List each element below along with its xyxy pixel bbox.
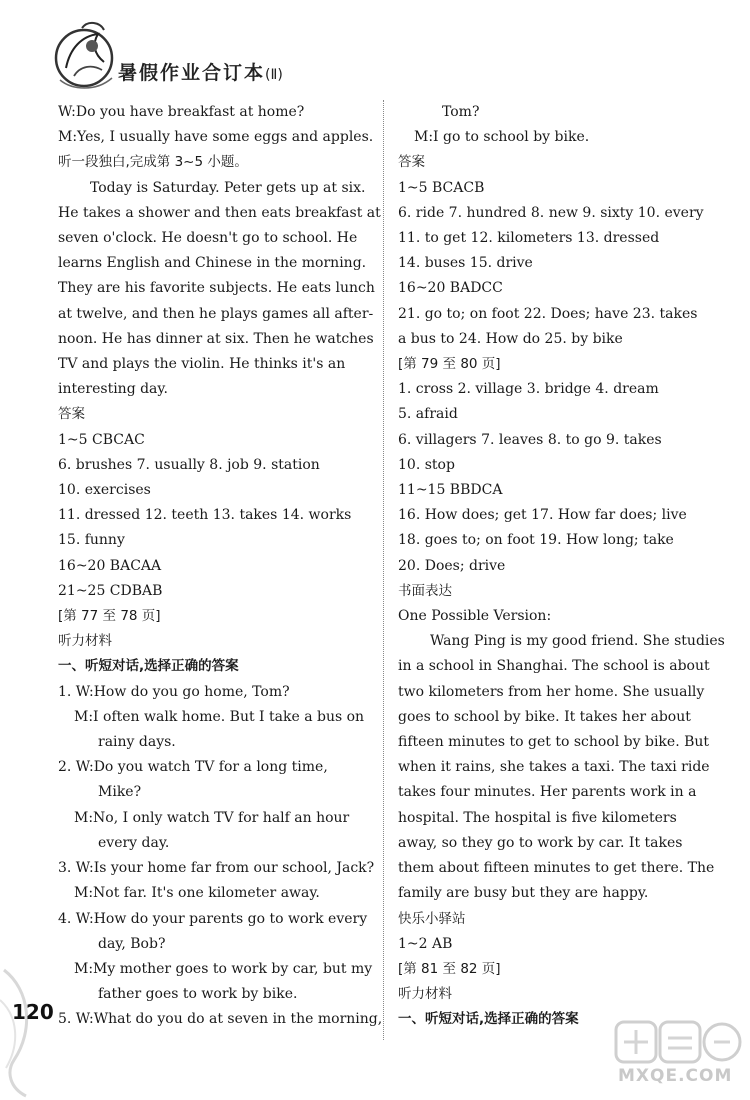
answer-line: 6. villagers 7. leaves 8. to go 9. takes bbox=[398, 431, 662, 448]
header-subtitle: (Ⅱ) bbox=[265, 67, 283, 83]
essay-line: takes four minutes. Her parents work in a bbox=[398, 784, 697, 801]
section-heading: 一、听短对话,选择正确的答案 bbox=[58, 658, 239, 675]
text-line: noon. He has dinner at six. Then he watches bbox=[58, 330, 374, 347]
answer-line: 6. ride 7. hundred 8. new 9. sixty 10. every bbox=[398, 204, 704, 221]
right-column bbox=[398, 100, 725, 1033]
answer-line: a bus to 24. How do 25. by bike bbox=[398, 330, 623, 347]
dialogue-line: day, Bob? bbox=[98, 935, 166, 952]
text-line: Today is Saturday. Peter gets up at six. bbox=[90, 179, 366, 196]
page-range-heading: [第 81 至 82 页] bbox=[398, 960, 501, 977]
text-line: He takes a shower and then eats breakfast at bbox=[58, 204, 381, 221]
dialogue-line: every day. bbox=[98, 834, 170, 851]
dialogue-line: M:I often walk home. But I take a bus on bbox=[74, 708, 365, 725]
text-line: learns English and Chinese in the morning. bbox=[58, 255, 367, 272]
page-header bbox=[52, 18, 382, 98]
answer-line: 1~5 CBCAC bbox=[58, 431, 145, 448]
dialogue-line: 2. W:Do you watch TV for a long time, bbox=[58, 759, 328, 776]
text-line: W:Do you have breakfast at home? bbox=[58, 104, 305, 120]
essay-line: fifteen minutes to get to school by bike. But bbox=[398, 734, 710, 751]
answer-line: 16~20 BADCC bbox=[398, 280, 503, 297]
dialogue-line: Mike? bbox=[98, 784, 142, 801]
essay-line: Wang Ping is my good friend. She studies bbox=[430, 633, 725, 650]
answer-line: 5. afraid bbox=[398, 406, 458, 423]
answer-line: 11. dressed 12. teeth 13. takes 14. works bbox=[58, 507, 352, 524]
essay-line: two kilometers from her home. She usually bbox=[398, 683, 705, 700]
corner-swirl-icon bbox=[0, 960, 60, 1100]
text-line: They are his favorite subjects. He eats lunch bbox=[58, 280, 375, 297]
essay-line: goes to school by bike. It takes her about bbox=[398, 708, 691, 725]
section-heading: 一、听短对话,选择正确的答案 bbox=[398, 1011, 579, 1028]
dialogue-line: M:No, I only watch TV for half an hour bbox=[74, 809, 350, 826]
decorative-logo-icon bbox=[52, 18, 118, 94]
answer-line: 15. funny bbox=[58, 532, 125, 549]
answer-line: 18. goes to; on foot 19. How long; take bbox=[398, 532, 674, 549]
text-line: seven o'clock. He doesn't go to school. He bbox=[58, 230, 358, 247]
answer-line: 1. cross 2. village 3. bridge 4. dream bbox=[398, 381, 659, 398]
listening-heading: 听力材料 bbox=[58, 633, 112, 650]
dialogue-line: 4. W:How do your parents go to work every bbox=[58, 910, 368, 927]
answer-line: 14. buses 15. drive bbox=[398, 255, 533, 272]
answer-line: 11~15 BBDCA bbox=[398, 482, 503, 499]
answer-line: 16~20 BACAA bbox=[58, 557, 162, 574]
essay-line: hospital. The hospital is five kilometers bbox=[398, 809, 677, 826]
header-title-text: 暑假作业合订本 bbox=[118, 62, 266, 84]
text-line: M:Yes, I usually have some eggs and apples. bbox=[58, 129, 374, 146]
text-line: One Possible Version: bbox=[398, 608, 552, 625]
dialogue-line: 5. W:What do you do at seven in the morning, bbox=[58, 1011, 383, 1028]
essay-line: them about fifteen minutes to get there. The bbox=[398, 860, 715, 877]
dialogue-line: father goes to work by bike. bbox=[98, 986, 298, 1003]
answer-line: 10. exercises bbox=[58, 482, 151, 499]
dialogue-line: M:Not far. It's one kilometer away. bbox=[74, 885, 320, 902]
fun-corner-heading: 快乐小驿站 bbox=[398, 910, 466, 927]
answer-line: 6. brushes 7. usually 8. job 9. station bbox=[58, 456, 320, 473]
writing-heading: 书面表达 bbox=[398, 582, 452, 599]
answers-heading: 答案 bbox=[58, 406, 85, 423]
dialogue-line: M:I go to school by bike. bbox=[414, 129, 590, 146]
watermark-text: MXQE.COM bbox=[618, 1066, 733, 1086]
essay-line: in a school in Shanghai. The school is about bbox=[398, 658, 710, 675]
answer-line: 1~2 AB bbox=[398, 935, 453, 952]
page-number: 120 bbox=[12, 1000, 54, 1024]
answer-line: 21~25 CDBAB bbox=[58, 582, 163, 599]
listening-heading: 听力材料 bbox=[398, 986, 452, 1003]
dialogue-line: M:My mother goes to work by car, but my bbox=[74, 960, 373, 977]
answer-line: 1~5 BCACB bbox=[398, 179, 485, 196]
dialogue-line: 1. W:How do you go home, Tom? bbox=[58, 683, 290, 700]
text-line: interesting day. bbox=[58, 381, 168, 398]
dialogue-line: rainy days. bbox=[98, 734, 176, 751]
answer-line: 11. to get 12. kilometers 13. dressed bbox=[398, 230, 660, 247]
dialogue-line: 3. W:Is your home far from our school, Jack? bbox=[58, 860, 375, 877]
answer-line: 10. stop bbox=[398, 456, 455, 473]
text-line: TV and plays the violin. He thinks it's an bbox=[58, 356, 346, 373]
answers-heading: 答案 bbox=[398, 154, 425, 171]
answer-line: 20. Does; drive bbox=[398, 557, 506, 574]
dialogue-line: Tom? bbox=[442, 104, 480, 120]
essay-line: when it rains, she takes a taxi. The taxi ride bbox=[398, 759, 710, 776]
page-range-heading: [第 77 至 78 页] bbox=[58, 608, 161, 625]
essay-line: away, so they go to work by car. It takes bbox=[398, 834, 683, 851]
text-line: at twelve, and then he plays games all after- bbox=[58, 305, 374, 322]
section-instruction: 听一段独白,完成第 3~5 小题。 bbox=[58, 154, 248, 171]
essay-line: family are busy but they are happy. bbox=[398, 885, 649, 902]
left-column bbox=[58, 100, 383, 1033]
answer-line: 21. go to; on foot 22. Does; have 23. takes bbox=[398, 305, 698, 322]
answer-line: 16. How does; get 17. How far does; live bbox=[398, 507, 687, 524]
page-range-heading: [第 79 至 80 页] bbox=[398, 356, 501, 373]
header-title bbox=[118, 58, 283, 85]
column-divider bbox=[383, 100, 384, 1040]
